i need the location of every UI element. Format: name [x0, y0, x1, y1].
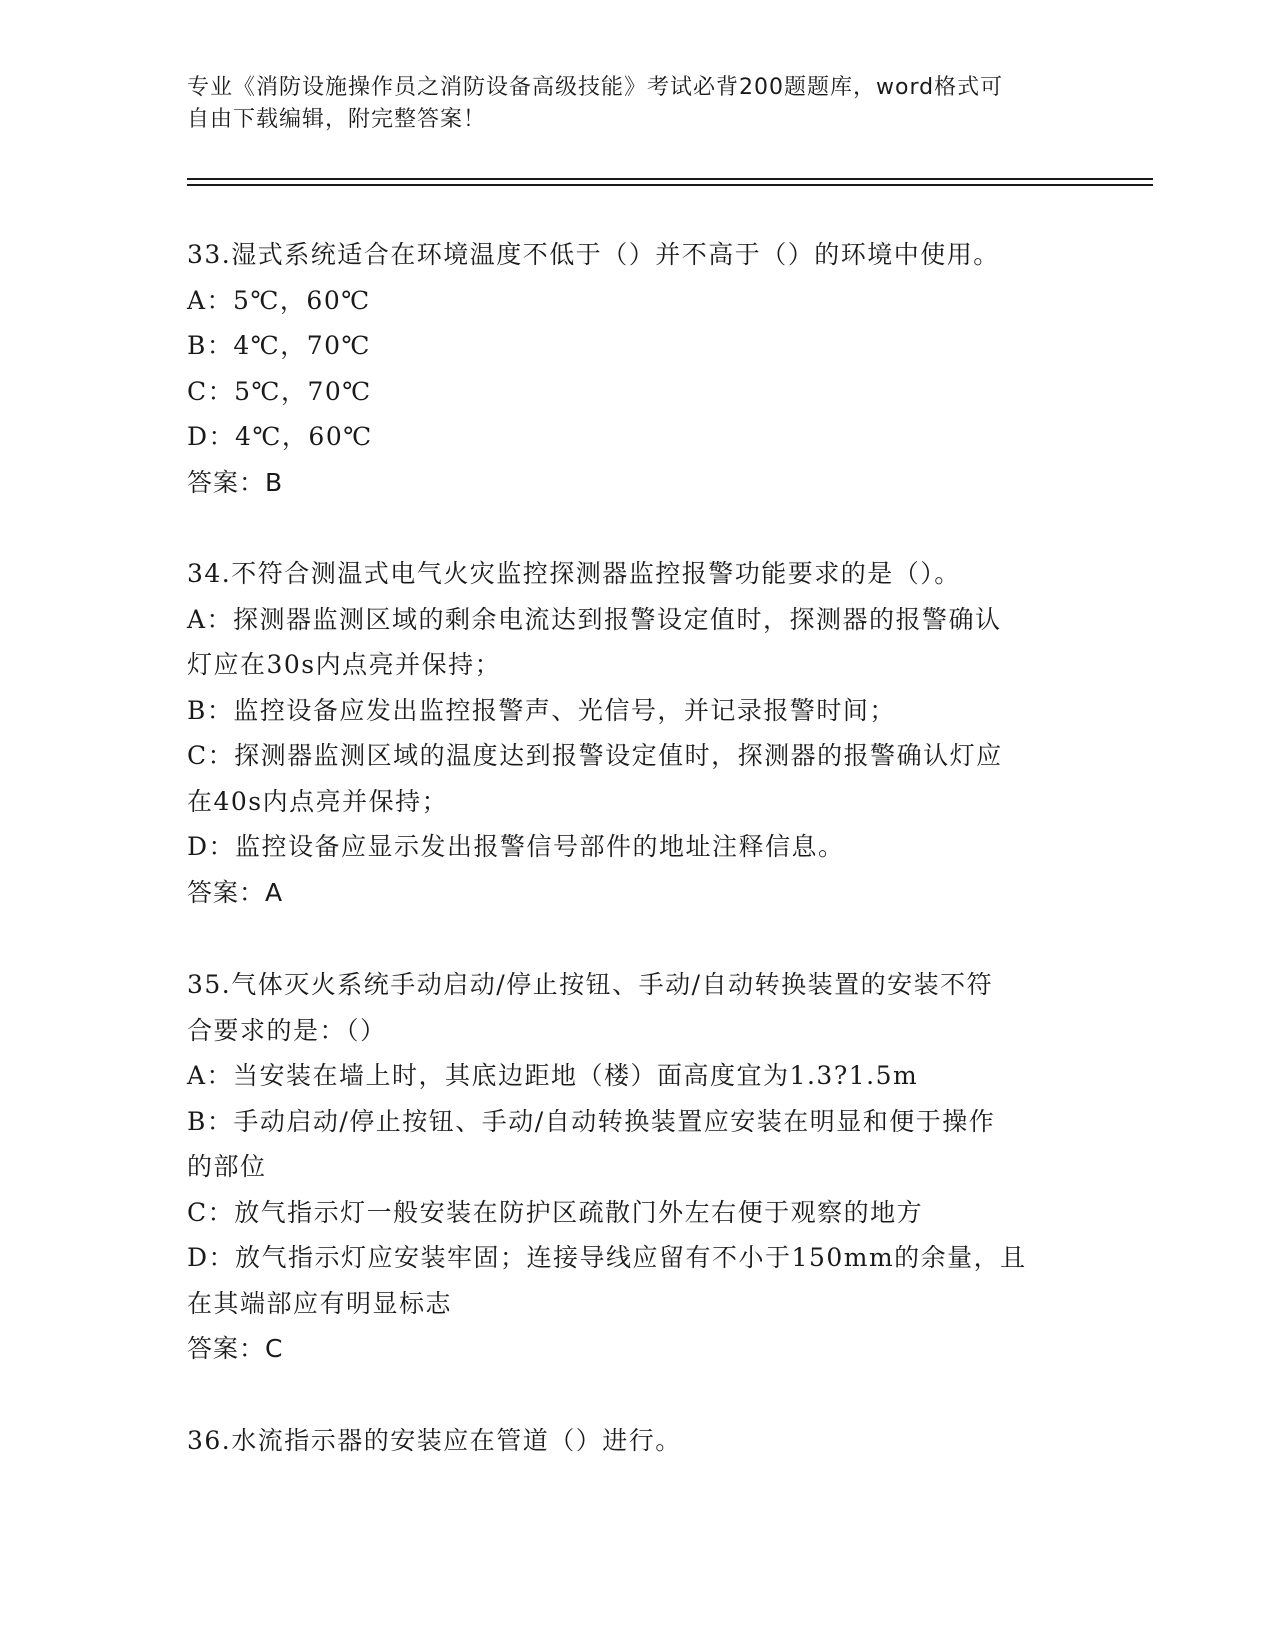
option-a: A：当安装在墙上时，其底边距地（楼）面高度宜为1.3?1.5m — [187, 1061, 919, 1090]
option-d: D：4℃，60℃ — [187, 422, 373, 451]
option-a-continued: 灯应在30s内点亮并保持； — [187, 650, 502, 679]
option-b: B：手动启动/停止按钮、手动/自动转换装置应安装在明显和便于操作 — [187, 1106, 996, 1136]
question-35 — [187, 962, 1087, 1372]
option-d: D：监控设备应显示发出报警信号部件的地址注释信息。 — [187, 832, 845, 861]
option-a: A：探测器监测区域的剩余电流达到报警设定值时，探测器的报警确认 — [187, 604, 1002, 634]
option-c-continued: 在40s内点亮并保持； — [187, 786, 449, 816]
question-34 — [187, 551, 1087, 915]
answer-label: 答案：A — [187, 877, 284, 907]
question-33 — [187, 232, 1087, 505]
document-header — [187, 72, 1067, 136]
option-b: B：4℃，70℃ — [187, 331, 372, 360]
question-stem-continued: 合要求的是：（） — [187, 1015, 387, 1045]
answer-label: 答案：C — [187, 1334, 284, 1363]
option-c: C：5℃，70℃ — [187, 376, 372, 406]
header-divider-top — [187, 178, 1153, 180]
answer-label: 答案：B — [187, 467, 284, 497]
question-stem: 35.气体灭火系统手动启动/停止按钮、手动/自动转换装置的安装不符 — [187, 970, 994, 999]
header-divider-bottom — [187, 184, 1153, 186]
option-b-continued: 的部位 — [187, 1152, 267, 1181]
option-c: C：探测器监测区域的温度达到报警设定值时，探测器的报警确认灯应 — [187, 741, 1003, 770]
option-d-continued: 在其端部应有明显标志 — [187, 1288, 453, 1318]
option-b: B：监控设备应发出监控报警声、光信号，并记录报警时间； — [187, 695, 896, 725]
question-stem: 33.湿式系统适合在环境温度不低于（）并不高于（）的环境中使用。 — [187, 240, 1000, 269]
header-line-1: 专业《消防设施操作员之消防设备高级技能》考试必背200题题库，word格式可 — [187, 75, 1004, 100]
question-stem: 36.水流指示器的安装应在管道（）进行。 — [187, 1426, 682, 1455]
question-36 — [187, 1418, 1087, 1464]
option-c: C：放气指示灯一般安装在防护区疏散门外左右便于观察的地方 — [187, 1197, 924, 1227]
question-stem: 34.不符合测温式电气火灾监控探测器监控报警功能要求的是（）。 — [187, 559, 961, 588]
option-a: A：5℃，60℃ — [187, 285, 371, 315]
option-d: D：放气指示灯应安装牢固；连接导线应留有不小于150mm的余量，且 — [187, 1243, 1027, 1272]
header-line-2: 自由下载编辑，附完整答案！ — [187, 107, 487, 132]
